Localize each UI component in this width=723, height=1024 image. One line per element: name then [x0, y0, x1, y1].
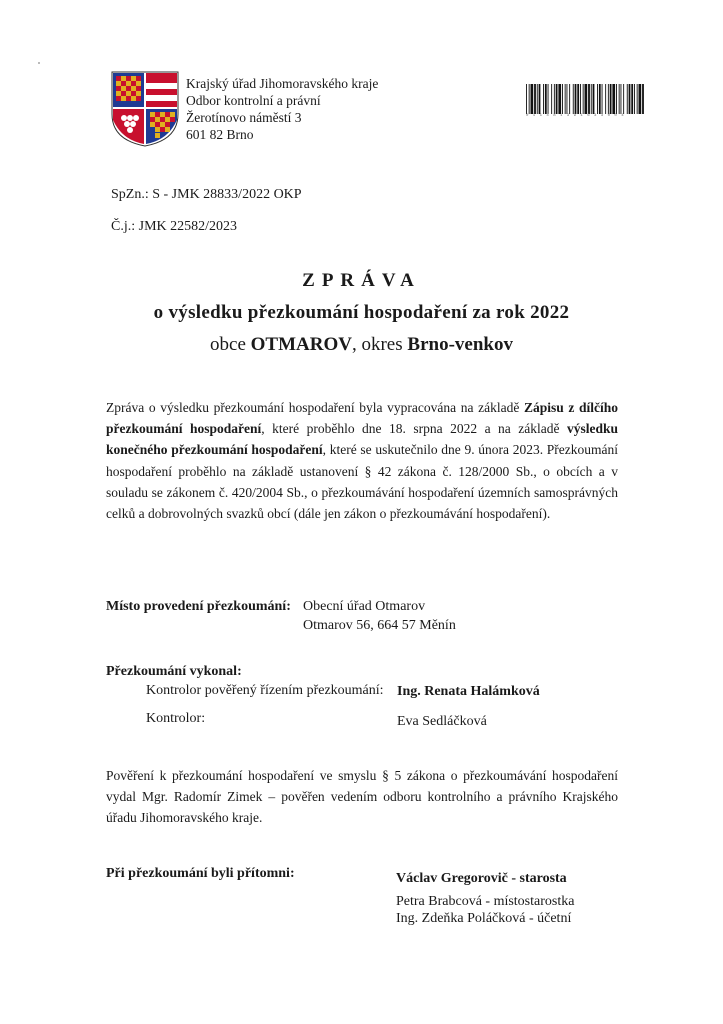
scan-speck — [38, 62, 40, 64]
barcode-bar — [619, 84, 620, 114]
barcode-bar — [593, 84, 595, 114]
report-subtitle: o výsledku přezkoumání hospodaření za rok 2022 — [153, 302, 570, 323]
office-city: 601 82 Brno — [186, 127, 254, 142]
barcode-bar — [537, 84, 538, 114]
region-crest-logo — [110, 70, 180, 148]
barcode-bar — [539, 84, 541, 114]
barcode-bar — [588, 84, 590, 114]
barcode-bar — [621, 84, 622, 114]
municipality-line — [0, 334, 723, 356]
controller-label: Kontrolor: — [146, 711, 206, 726]
barcode-bar — [534, 84, 536, 114]
intro-paragraph — [106, 397, 618, 524]
municipality-name: OTMAROV — [250, 334, 352, 355]
present-person-2: Petra Brabcová - místostarostka — [396, 894, 575, 909]
barcode-bar — [573, 84, 574, 114]
barcode-bar — [610, 84, 612, 114]
barcode-bar — [575, 84, 577, 114]
barcode-bar — [602, 84, 603, 114]
place-line-1: Obecní úřad Otmarov — [303, 599, 426, 614]
barcode-bar — [631, 84, 633, 114]
barcode-bar — [529, 84, 530, 114]
place-label: Místo provedení přezkoumání: — [106, 599, 291, 614]
barcode-bar — [608, 84, 609, 114]
barcode-bar — [554, 84, 555, 114]
barcode-bar — [580, 84, 581, 114]
intro-bold-2: výsledku konečného přezkoumání hospodaření — [106, 421, 619, 458]
barcode-bar — [605, 84, 606, 114]
barcode-bar — [558, 84, 561, 114]
reference-number: Č.j.: JMK 22582/2023 — [111, 219, 238, 234]
office-name: Krajský úřad Jihomoravského kraje — [186, 76, 379, 91]
present-label: Při přezkoumání byli přítomni: — [106, 866, 295, 881]
intro-text-3: , které se uskutečnilo dne 9. února 2023. Přezkoumání hospodaření proběhlo na základě ustanovení § 42 zákona č. 128/2000 Sb., o obcích a v souladu se zákonem č. 420/2004 Sb., o přezkoumávání hospodaření územních samosprávných celků a dobrovolných svazků obcí (dále jen zákon o přezkoumávání hospodaření). — [106, 442, 618, 522]
barcode-bar — [543, 84, 544, 114]
document-barcode — [526, 84, 644, 114]
office-department: Odbor kontrolní a právní — [186, 93, 321, 108]
barcode-bar — [583, 84, 584, 114]
barcode-bar — [634, 84, 635, 114]
lead-controller-label: Kontrolor pověřený řízením přezkoumání: — [146, 683, 384, 698]
barcode-bar — [545, 84, 547, 114]
barcode-bar — [597, 84, 598, 114]
barcode-bar — [562, 84, 563, 114]
barcode-bar — [569, 84, 570, 114]
district-prefix: , okres — [351, 334, 408, 355]
intro-text-2: , které proběhlo dne 18. srpna 2022 a na základě — [261, 421, 567, 437]
barcode-bar — [551, 84, 552, 114]
district-name: Brno-venkov — [407, 334, 513, 355]
barcode-bar — [599, 84, 601, 114]
office-street: Žerotínovo náměstí 3 — [186, 110, 302, 125]
controller-name: Eva Sedláčková — [397, 714, 487, 729]
barcode-bar — [577, 84, 579, 114]
barcode-digits: 0 1 1 4 8 1 3 9 1 6 3 3 0 0 4 — [526, 114, 625, 118]
municipality-prefix: obce — [210, 334, 251, 355]
report-title: ZPRÁVA — [302, 270, 421, 291]
barcode-bar — [637, 84, 638, 114]
barcode-bar — [627, 84, 628, 114]
barcode-bar — [612, 84, 615, 114]
present-person-1: Václav Gregorovič - starosta — [396, 871, 567, 886]
office-address — [186, 75, 378, 143]
barcode-bar — [616, 84, 617, 114]
barcode-bar — [565, 84, 566, 114]
intro-text-1: Zpráva o výsledku přezkoumání hospodaření byla vypracována na základě — [106, 400, 524, 415]
barcode-bar — [639, 84, 642, 114]
place-line-2: Otmarov 56, 664 57 Měnín — [303, 618, 456, 633]
authorization-paragraph: Pověření k přezkoumání hospodaření ve smyslu § 5 zákona o přezkoumávání hospodaření vydal Mgr. Radomír Zimek – pověřen vedením odboru kontrolního a právního Krajského úřadu Jihomoravského kraje. — [106, 768, 618, 826]
barcode-bar — [642, 84, 644, 114]
review-label: Přezkoumání vykonal: — [106, 664, 242, 679]
barcode-bar — [629, 84, 631, 114]
barcode-bar — [585, 84, 588, 114]
barcode-bar — [556, 84, 558, 114]
barcode-bar — [567, 84, 568, 114]
file-reference: SpZn.: S - JMK 28833/2022 OKP — [111, 187, 302, 202]
barcode-bar — [531, 84, 534, 114]
barcode-bar — [548, 84, 549, 114]
barcode-bar — [591, 84, 592, 114]
lead-controller-name: Ing. Renata Halámková — [397, 684, 540, 699]
intro-bold-1: Zápisu z dílčího přezkoumání hospodaření — [106, 400, 618, 437]
barcode-bar — [526, 84, 527, 114]
barcode-bar — [623, 84, 624, 114]
present-person-3: Ing. Zdeňka Poláčková - účetní — [396, 911, 572, 926]
